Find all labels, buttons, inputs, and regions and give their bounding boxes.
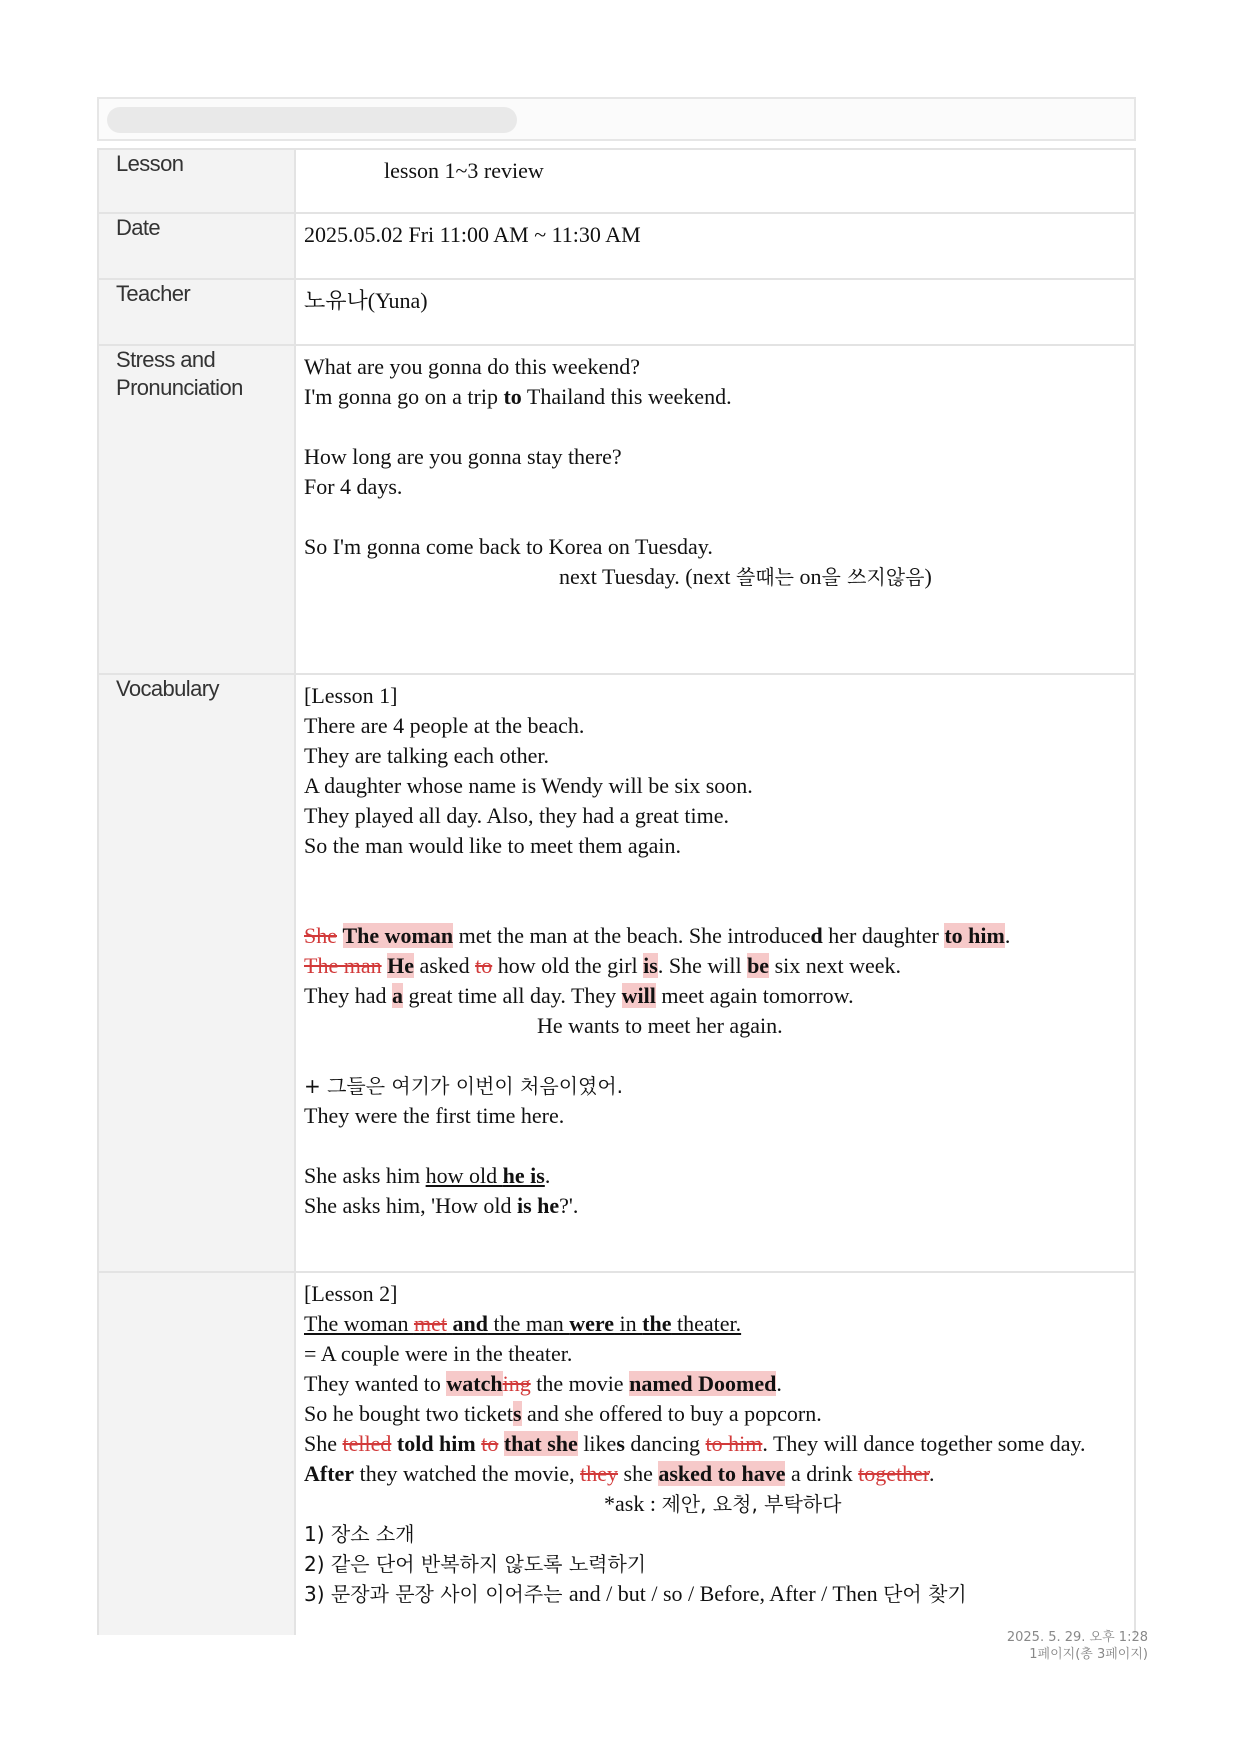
direct-question-line: She asks him, 'How old is he?'. <box>304 1193 579 1218</box>
lesson-value: lesson 1~3 review <box>384 158 544 183</box>
lesson2-line-4: So he bought two tickets and she offered to buy a popcorn. <box>304 1401 822 1426</box>
tip-2: 2) 같은 단어 반복하지 않도록 노력하기 <box>304 1552 647 1576</box>
page-header <box>97 97 1136 141</box>
vocab-line-3: A daughter whose name is Wendy will be six soon. <box>304 773 753 798</box>
lesson-report-table <box>97 148 1136 1635</box>
page-count: 1페이지(총 3페이지) <box>1029 1647 1148 1662</box>
korean-note-translation: They were the first time here. <box>304 1103 565 1128</box>
stress-line-4: For 4 days. <box>304 474 403 499</box>
stress-line-2: I'm gonna go on a trip to Thailand this weekend. <box>304 384 732 409</box>
teacher-value: 노유나(Yuna) <box>304 288 428 313</box>
stress-content <box>295 345 1135 674</box>
lesson2-content <box>295 1272 1135 1635</box>
stress-line-3: How long are you gonna stay there? <box>304 444 622 469</box>
teacher-value-cell <box>295 279 1135 345</box>
teacher-label: Teacher <box>98 279 295 345</box>
stress-label-line1: Stress and <box>116 347 216 372</box>
stress-line-6: next Tuesday. (next 쓸때는 on을 쓰지않음) <box>559 564 932 589</box>
vocabulary-content <box>295 674 1135 1272</box>
lesson1-heading: [Lesson 1] <box>304 683 398 708</box>
lesson-row <box>98 149 1135 213</box>
tip-1: 1) 장소 소개 <box>304 1522 415 1546</box>
lesson-value-cell <box>295 149 1135 213</box>
correction-line-4: He wants to meet her again. <box>537 1013 783 1038</box>
indirect-question-line: She asks him how old he is. <box>304 1163 551 1188</box>
date-value-cell <box>295 213 1135 279</box>
tip-3: 3) 문장과 문장 사이 이어주는 and / but / so / Before, After / Then 단어 찾기 <box>304 1581 967 1606</box>
lesson2-label <box>98 1272 295 1635</box>
vocab-line-1: There are 4 people at the beach. <box>304 713 585 738</box>
correction-line-3: They had a great time all day. They will meet again tomorrow. <box>304 983 854 1008</box>
ask-note: *ask : 제안, 요청, 부탁하다 <box>604 1491 842 1516</box>
vocab-line-2: They are talking each other. <box>304 743 549 768</box>
correction-line-1: She The woman met the man at the beach. She introduced her daughter to him. <box>304 923 1011 948</box>
lesson2-heading: [Lesson 2] <box>304 1281 398 1306</box>
stress-line-5: So I'm gonna come back to Korea on Tuesday. <box>304 534 713 559</box>
lesson-label: Lesson <box>98 149 295 213</box>
date-row <box>98 213 1135 279</box>
lesson2-line-5: She telled told him to that she likes dancing to him. They will dance together some day. <box>304 1431 1086 1456</box>
correction-line-2: The man He asked to how old the girl is. She will be six next week. <box>304 953 902 978</box>
lesson2-line-6: After they watched the movie, they she asked to have a drink together. <box>304 1461 935 1486</box>
redacted-title <box>107 107 517 133</box>
vocab-line-4: They played all day. Also, they had a great time. <box>304 803 729 828</box>
lesson2-row <box>98 1272 1135 1635</box>
print-timestamp: 2025. 5. 29. 오후 1:28 <box>1006 1630 1148 1645</box>
stress-label <box>98 345 295 674</box>
lesson2-line-3: They wanted to watching the movie named Doomed. <box>304 1371 782 1396</box>
teacher-row <box>98 279 1135 345</box>
date-label: Date <box>98 213 295 279</box>
date-value: 2025.05.02 Fri 11:00 AM ~ 11:30 AM <box>304 222 641 247</box>
stress-label-line2: Pronunciation <box>116 375 243 400</box>
vocab-line-5: So the man would like to meet them again. <box>304 833 681 858</box>
lesson2-line-2: = A couple were in the theater. <box>304 1341 573 1366</box>
print-footer <box>1007 1629 1148 1663</box>
lesson2-line-1: The woman met and the man were in the theater. <box>304 1311 742 1336</box>
korean-note: + 그들은 여기가 이번이 처음이였어. <box>304 1074 624 1098</box>
vocabulary-label: Vocabulary <box>98 674 295 1272</box>
vocabulary-row <box>98 674 1135 1272</box>
stress-row <box>98 345 1135 674</box>
stress-line-1: What are you gonna do this weekend? <box>304 354 640 379</box>
